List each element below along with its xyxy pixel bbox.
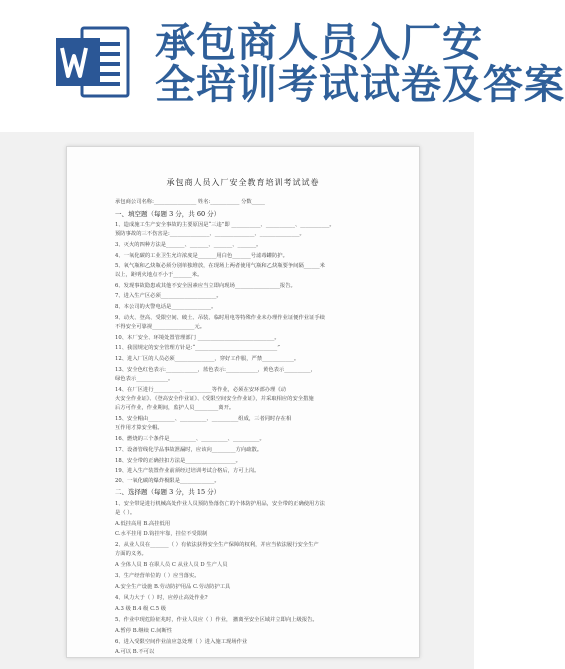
option-line: A.3 级 B.4 级 C.5 级 [115,606,167,612]
question-line: 7、进入生产区必须_____________________。 [115,293,222,299]
question-line: 17、设备管线化学品事故泄漏时，应该向_________方向疏散。 [115,447,263,453]
question-line: 6、发现事故隐患或其他不安全因素应当立即向现场_________________报告。 [115,283,296,289]
option-line: C.水平挂用 D.钩挂牢靠，挂位不受限制 [115,531,208,537]
section-heading: 一、填空题（每题 3 分，共 60 分） [115,210,221,218]
question-line: 13、安全色红色表示:____________，蓝色表示:____________，黄色表示__________， [115,367,316,373]
section-heading: 二、选择题（每题 3 分，共 15 分） [115,488,221,496]
question-line: 10、本厂安全、环境处置管理部门 _____________________________。 [115,335,280,341]
question-line: 16、燃烧的三个条件是__________、__________、__________。 [115,436,265,442]
question-line: 绿色表示____________。 [115,376,174,382]
question-line: 5、氧气瓶和乙炔瓶必须分别单独堆放，在现场上两者使用气瓶和乙炔瓶要争间隔______米 [115,263,325,269]
question-line: 预防事故的三不伤害是:_______________、_______________、_______________。 [115,231,305,237]
question-line: 19、进入生产装置作业前须经过培训考试合格后，方可上岗。 [115,468,260,474]
question-line: 3、灭火的四种方法是_______、_______、_______、_______。 [115,242,262,248]
question-line: 4、风力大于（ ）时，应停止高处作业? [115,595,208,601]
question-line: 20、一氧化碳的爆炸极限是_____________。 [115,478,220,484]
option-line: A.低挂高用 B.高挂低用 [115,521,171,527]
question-line: 14、在厂区进行__________、__________等作业，必须在安环部办理《动 [115,387,286,393]
option-line: A.安全生产设施 B.劳动防护用品 C.劳动防护工具 [115,584,231,590]
question-line: 6、进入受限空间作业前应急处理（ ）进入施工现场作业 [115,639,248,645]
question-line: 以上，距明火地点不小于_______米。 [115,272,203,278]
info-line: 承包商公司名称:________________ 姓名:___________ 分数_____ [115,199,265,205]
question-line: 15、安全帽由__________、__________、__________组成，三者同时存在相 [115,416,292,422]
question-line: 18、安全带的正确挂扣方法是___________________。 [115,458,241,464]
header [0,0,565,150]
document-page [66,146,420,658]
question-line: 4、一氧化碳的工业卫生允许浓度是_______用白色_______号滤毒罐防护。 [115,253,288,259]
question-line: 互作用才算安全帽。 [115,425,163,431]
question-line: 8、本公司的火警电话是_______________。 [115,304,217,310]
document-title: 承包商人员入厂安全教育培训考试试卷 [166,178,320,187]
question-line: 方面的义务。 [115,551,147,557]
question-line: 不得安全可靠视________________元。 [115,324,206,330]
question-line: 火安全作业证》、《登高安全作业证》、《受限空间安全作业证》，并采取相应的安全措施 [115,396,314,402]
question-line: 3、生产经营单位的（ ）应当落实。 [115,573,200,579]
question-line: 5、作业中现危险征兆时，作业人员应（ ）作业， 撤离至安全区域并立即向上级报告。 [115,617,318,623]
word-document-icon [52,22,132,102]
question-line: 1、安全带是进行机械高处作业人员预防坠落伤亡的个体防护用品，安全带的正确使用方法 [115,501,325,507]
option-line: A.暂停 B.继续 C.间断性 [115,628,173,634]
question-line: 9、动火、登高、受限空间、破土、吊装、临时用电等特殊作业未办理作业证便作业证手续 [115,315,325,321]
question-line: 11、我国规定的安全管理方针是:“_______________________________” [115,345,280,351]
page-title-line-2: 全培训考试试卷及答案 [155,62,565,108]
question-line: 2、从业人员在_______（ ）有依法获得安全生产保障的权利，并应当依法履行安全生产 [115,542,319,548]
page-title-line-1: 承包商人员入厂安 [155,20,483,66]
question-line: 是（ ）。 [115,510,136,516]
question-line: 后方可作业，作业期间，监护人员_________离开。 [115,405,235,411]
question-line: 12、进入厂区的人员必须_______________，穿好工作服，严禁____________。 [115,356,300,362]
option-line: A.可以 B.不可以 [115,649,155,655]
question-line: 1、造成施工生产安全事故的主要原因是“三违”即 ___________、___________、___________。 [115,222,335,228]
option-line: A 全体人员 B 在职人员 C 从业人员 D 生产人员 [115,562,228,568]
